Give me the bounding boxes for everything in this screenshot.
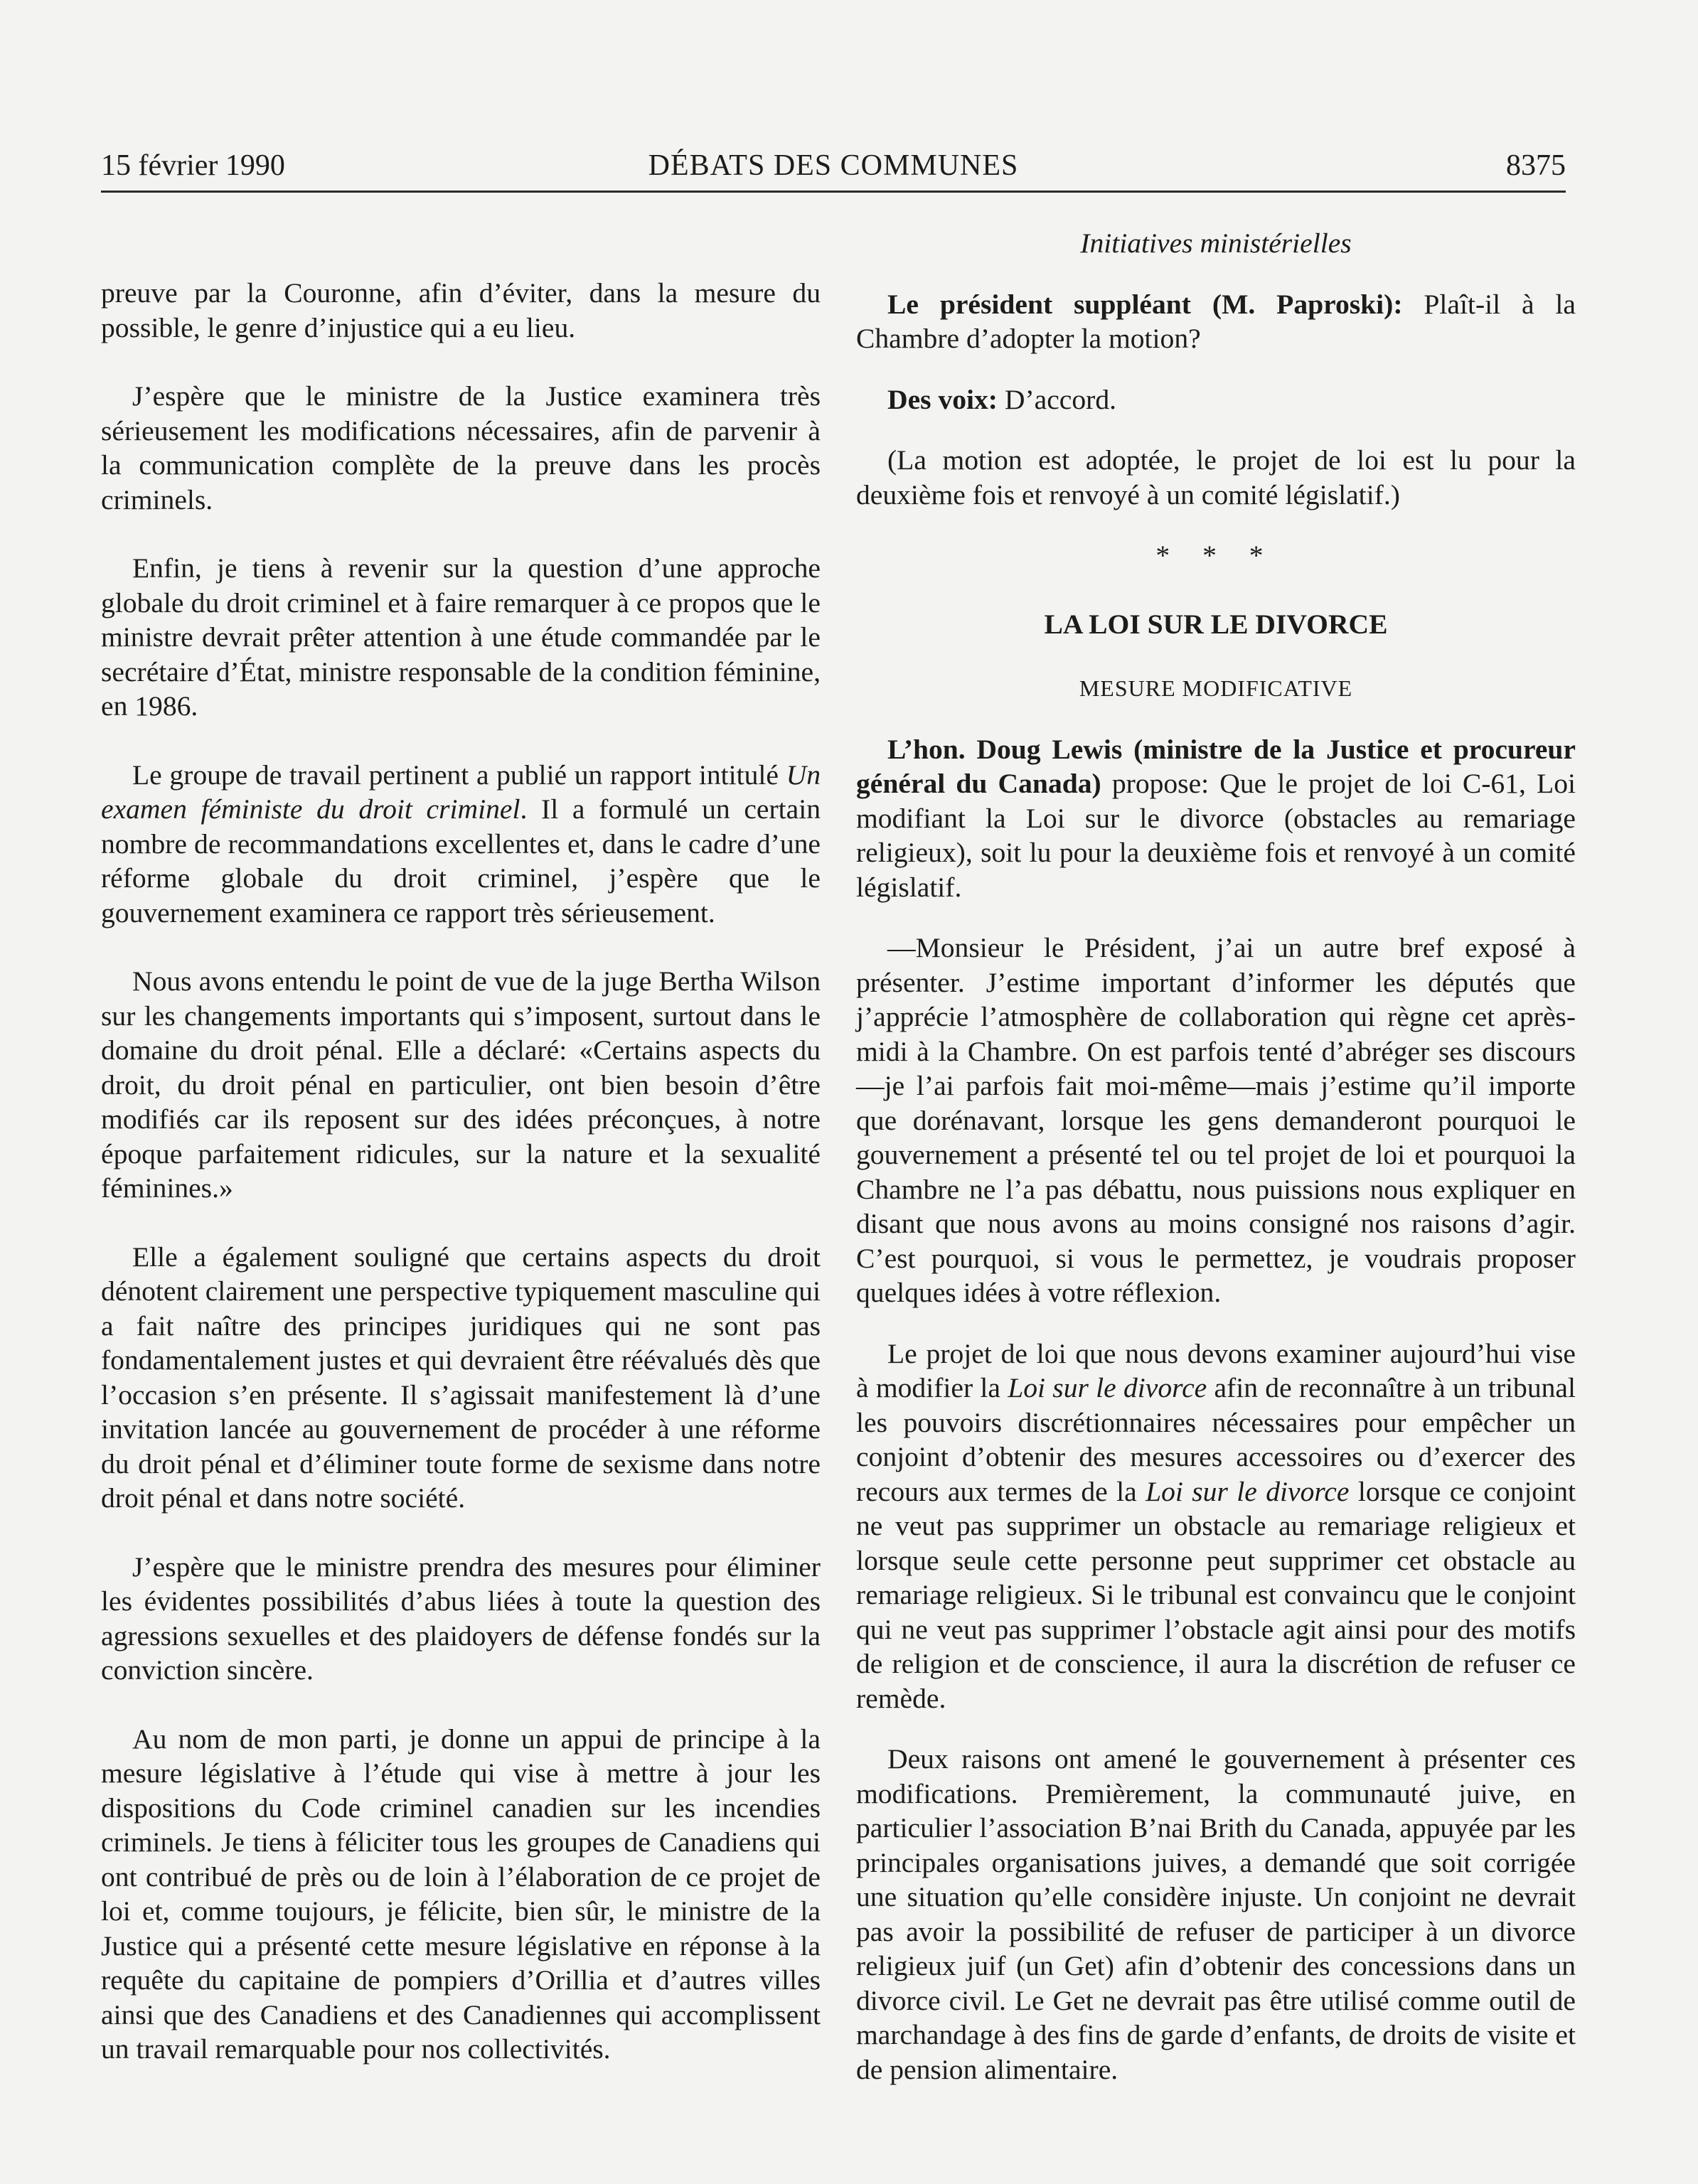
paragraph-text: . Il a formulé un certain nombre de recommandations excellentes et, dans le cadre d’une réforme globale du droit criminel, j’espère que le gouvernement examinera ce rapport très sérieusement. xyxy=(101,793,821,928)
paragraph: Deux raisons ont amené le gouvernement à présenter ces modifications. Premièrement, la communauté juive, en particulier l’association B’nai Brith du Canada, appuyée par les principales organisations juives, a demandé que soit corrigée une situation qu’elle considère injuste. Un conjoint ne devrait pas avoir la possibilité de refuser de participer à un divorce religieux juif (un Get) afin d’obtenir des concessions dans un divorce civil. Le Get ne devrait pas être utilisé comme outil de marchandage à des fins de garde d’enfants, de droits de visite et de pension alimentaire. xyxy=(856,1743,1576,2085)
paragraph: J’espère que le ministre prendra des mesures pour éliminer les évidentes possibilités d’abus liées à toute la question des agressions sexuelles et des plaidoyers de défense fondés sur la conviction sincère. xyxy=(101,1551,821,1686)
paragraph: (La motion est adoptée, le projet de loi est lu pour la deuxième fois et renvoyé à un comité législatif.) xyxy=(856,444,1576,510)
page-header xyxy=(101,148,1566,193)
rubric: Initiatives ministérielles xyxy=(1080,228,1352,259)
paragraph: Au nom de mon parti, je donne un appui de principe à la mesure législative à l’étude qui vise à mettre à jour les dispositions du Code criminel canadien sur les incendies criminels. Je tiens à féliciter tous les groupes de Canadiens qui ont contribué de près ou de loin à l’élaboration de ce projet de loi et, comme toujours, je félicite, bien sûr, le ministre de la Justice qui a présenté cette mesure législative en réponse à la requête du capitaine de pompiers d’Orillia et d’autres villes ainsi que des Canadiens et des Canadiennes qui accomplissent un travail remarquable pour nos collectivités. xyxy=(101,1723,821,2065)
paragraph: —Monsieur le Président, j’ai un autre bref exposé à présenter. J’estime important d’informer les députés que j’apprécie l’atmosphère de collaboration qui règne cet après-midi à la Chambre. On est parfois tenté d’abréger ses discours—je l’ai parfois fait moi-même—mais j’estime qu’il importe que dorénavant, lorsque les gens demanderont pourquoi le gouvernement a présenté tel ou tel projet de loi et pourquoi la Chambre ne l’a pas débattu, nous puissions nous expliquer en disant que nous avons au moins consigné nos raisons d’agir. C’est pourquoi, si vous le permettez, je voudrais proposer quelques idées à votre réflexion. xyxy=(856,932,1576,1308)
section-title: LA LOI SUR LE DIVORCE xyxy=(1044,608,1388,640)
paragraph: Elle a également souligné que certains aspects du droit dénotent clairement une perspective typiquement masculine qui a fait naître des principes juridiques qui ne sont pas fondamentalement justes et qui devraient être réévalués dès que l’occasion s’en présente. Il s’agissait manifestement là d’une invitation lancée au gouvernement de procéder à une réforme du droit pénal et d’éliminer toute forme de sexisme dans notre droit pénal et dans notre société. xyxy=(101,1241,821,1514)
publication-title: DÉBATS DES COMMUNES xyxy=(648,149,1019,182)
paragraph xyxy=(856,1337,1576,1716)
paragraph-text: Plaît-il à la Chambre d’adopter la motion? xyxy=(856,288,1576,354)
paragraph xyxy=(856,732,1576,905)
law-title: Loi sur le divorce xyxy=(1146,1475,1350,1507)
paragraph-text: lorsque ce conjoint ne veut pas supprimer un obstacle au remariage religieux et lorsque seule cette personne peut supprimer cet obstacle au remariage religieux. Si le tribunal est convaincu que le conjoint qui ne veut pas supprimer l’obstacle agit ainsi pour des motifs de religion et de conscience, il aura la discrétion de refuser ce remède. xyxy=(856,1475,1576,1714)
left-column xyxy=(101,276,821,2067)
page-number: 8375 xyxy=(1506,149,1566,182)
paragraph: Nous avons entendu le point de vue de la juge Bertha Wilson sur les changements importants qui s’imposent, surtout dans le domaine du droit pénal. Elle a déclaré: «Certains aspects du droit, du droit pénal en particulier, ont bien besoin d’être modifiés car ils reposent sur des idées préconçues, à notre époque parfaitement ridicules, sur la nature et la sexualité féminines.» xyxy=(101,965,821,1204)
separator: * * * xyxy=(1155,540,1276,571)
paragraph-text: propose: Que le projet de loi C-61, Loi modifiant la Loi sur le divorce (obstacles au remariage religieux), soit lu pour la deuxième fois et renvoyé à un comité législatif. xyxy=(856,768,1576,903)
paragraph: Enfin, je tiens à revenir sur la question d’une approche globale du droit criminel et à faire remarquer à ce propos que le ministre devrait prêter attention à une étude commandée par le secrétaire d’État, ministre responsable de la condition féminine, en 1986. xyxy=(101,552,821,722)
paragraph-text: afin de reconnaître à un tribunal les pouvoirs discrétionnaires nécessaires pour empêcher un conjoint d’obtenir des mesures accessoires ou d’exercer des recours aux termes de la xyxy=(856,1372,1576,1507)
paragraph: preuve par la Couronne, afin d’éviter, dans la mesure du possible, le genre d’injustice qui a eu lieu. xyxy=(101,277,821,343)
law-title: Loi sur le divorce xyxy=(1008,1372,1207,1403)
paragraph xyxy=(856,382,1576,417)
paragraph-text: Le groupe de travail pertinent a publié un rapport intitulé xyxy=(132,759,786,791)
paragraph xyxy=(101,758,821,931)
report-title: Un examen féministe du droit criminel xyxy=(101,759,821,825)
paragraph-text: D’accord. xyxy=(998,383,1117,415)
speaker-name: L’hon. Doug Lewis (ministre de la Justice et procureur général du Canada) xyxy=(856,733,1576,799)
subsection-title: MESURE MODIFICATIVE xyxy=(1079,675,1353,701)
right-column xyxy=(856,226,1576,2087)
paragraph xyxy=(856,287,1576,356)
paragraph-text: Le projet de loi que nous devons examiner aujourd’hui vise à modifier la xyxy=(856,1337,1576,1403)
speaker-name: Des voix: xyxy=(887,383,998,415)
paragraph: J’espère que le ministre de la Justice examinera très sérieusement les modifications nécessaires, afin de parvenir à la communication complète de la preuve dans les procès criminels. xyxy=(101,380,821,515)
speaker-name: Le président suppléant (M. Paproski): xyxy=(887,288,1403,320)
header-date: 15 février 1990 xyxy=(101,149,285,182)
